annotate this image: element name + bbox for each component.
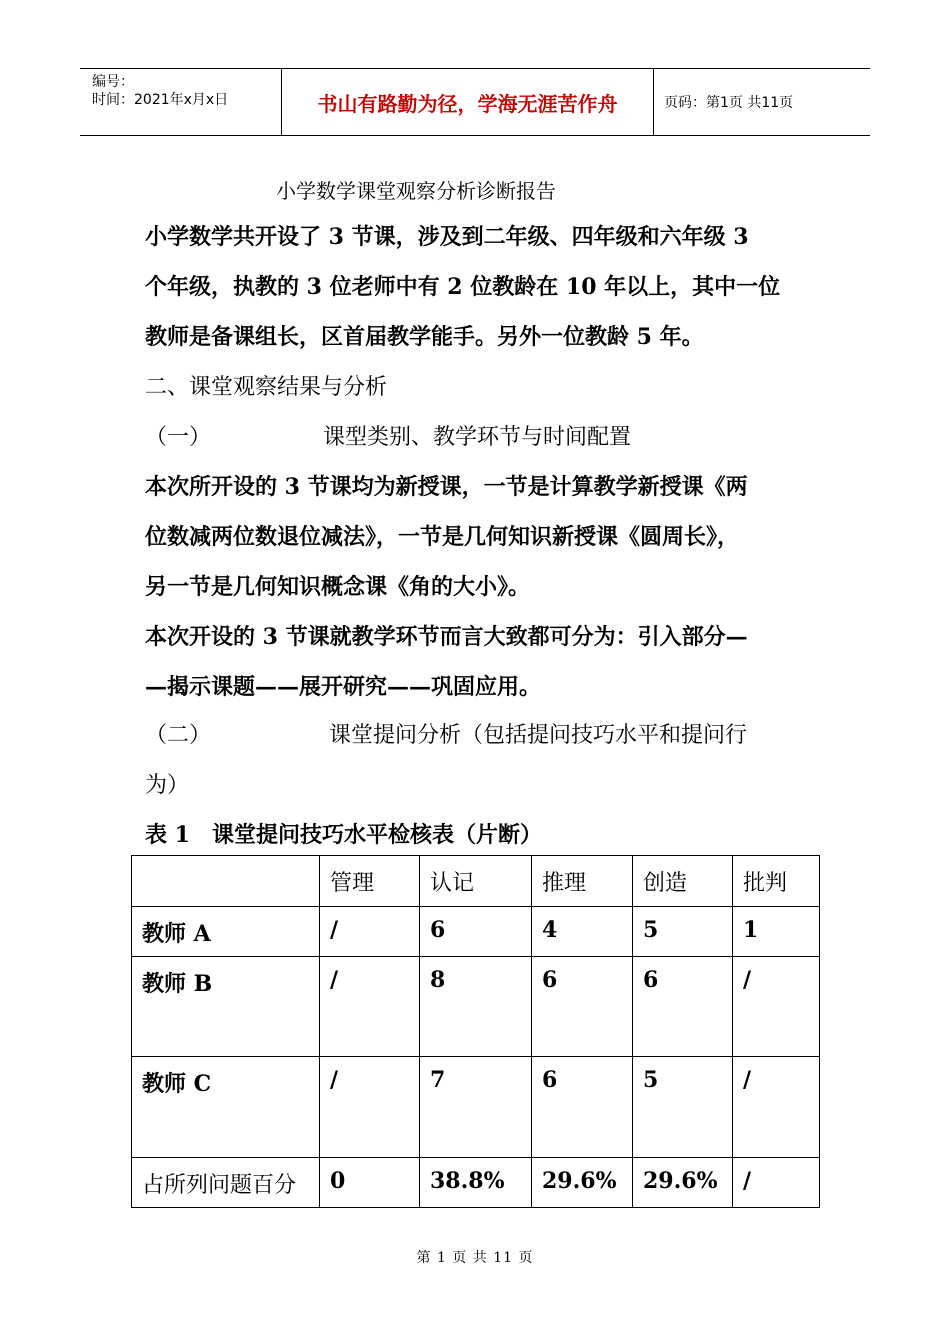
table-cell: 5 [633, 1057, 733, 1158]
table-cell: 教师 C [132, 1057, 320, 1158]
table-header-cell: 创造 [633, 856, 733, 907]
table-row [132, 907, 820, 957]
table-cell: / [320, 907, 420, 957]
table-row [132, 1057, 820, 1158]
paragraph-line: 本次所开设的 3 节课均为新授课，一节是计算教学新授课《两 [145, 474, 748, 500]
paragraph-line: 本次开设的 3 节课就教学环节而言大致都可分为：引入部分— [145, 624, 748, 650]
subsection-number: （一） [145, 425, 212, 450]
table-header-row [132, 856, 820, 907]
table-header-cell: 认记 [420, 856, 532, 907]
table-cell: 0 [320, 1158, 420, 1208]
subsection-title-continued: 为） [145, 773, 190, 798]
doc-time-label: 时间：2021年x月x日 [92, 92, 229, 108]
page-header [80, 68, 870, 136]
table-cell: 6 [532, 1057, 633, 1158]
header-meta [80, 69, 282, 135]
table-header-cell: 批判 [733, 856, 820, 907]
table-cell: 5 [633, 907, 733, 957]
document-title: 小学数学课堂观察分析诊断报告 [276, 179, 556, 203]
table-cell: 6 [420, 907, 532, 957]
table-cell: 教师 B [132, 957, 320, 1057]
paragraph-line: —揭示课题——展开研究——巩固应用。 [145, 674, 542, 700]
table-header-cell: 管理 [320, 856, 420, 907]
paragraph-line: 教师是备课组长，区首届教学能手。另外一位教龄 5 年。 [145, 324, 704, 350]
table-cell: 4 [532, 907, 633, 957]
table-row [132, 1158, 820, 1208]
table-cell: 29.6% [633, 1158, 733, 1208]
doc-number-label: 编号： [92, 74, 134, 90]
paragraph-line: 位数减两位数退位减法》，一节是几何知识新授课《圆周长》， [145, 524, 740, 550]
table-header-cell: 推理 [532, 856, 633, 907]
table-cell: / [320, 1057, 420, 1158]
page-footer: 第 1 页 共 11 页 [416, 1250, 534, 1266]
table-header-cell [132, 856, 320, 907]
paragraph-line: 另一节是几何知识概念课《角的大小》。 [145, 574, 531, 600]
section-heading: 二、课堂观察结果与分析 [145, 375, 388, 400]
table-cell: 8 [420, 957, 532, 1057]
header-motto: 书山有路勤为径，学海无涯苦作舟 [282, 69, 654, 135]
paragraph-line: 个年级，执教的 3 位老师中有 2 位教龄在 10 年以上，其中一位 [145, 274, 781, 300]
table-cell: 29.6% [532, 1158, 633, 1208]
question-skill-table [131, 855, 820, 1208]
table-cell: 1 [733, 907, 820, 957]
subsection-title: 课型类别、教学环节与时间配置 [323, 425, 632, 450]
table-row [132, 957, 820, 1057]
table-cell: 6 [532, 957, 633, 1057]
table-cell: 6 [633, 957, 733, 1057]
table-cell: / [733, 1158, 820, 1208]
table-cell: 7 [420, 1057, 532, 1158]
subsection-title: 课堂提问分析（包括提问技巧水平和提问行 [329, 723, 748, 748]
table-cell: / [733, 957, 820, 1057]
table-cell: 38.8% [420, 1158, 532, 1208]
table-cell: / [320, 957, 420, 1057]
subsection-number: （二） [145, 723, 212, 748]
table-caption: 表 1 课堂提问技巧水平检核表（片断） [145, 822, 542, 848]
paragraph-line: 小学数学共开设了 3 节课，涉及到二年级、四年级和六年级 3 [145, 224, 749, 250]
table-cell: / [733, 1057, 820, 1158]
table-cell: 教师 A [132, 907, 320, 957]
header-page-code: 页码：第1页 共11页 [664, 95, 794, 111]
table-cell: 占所列问题百分 [132, 1158, 320, 1208]
